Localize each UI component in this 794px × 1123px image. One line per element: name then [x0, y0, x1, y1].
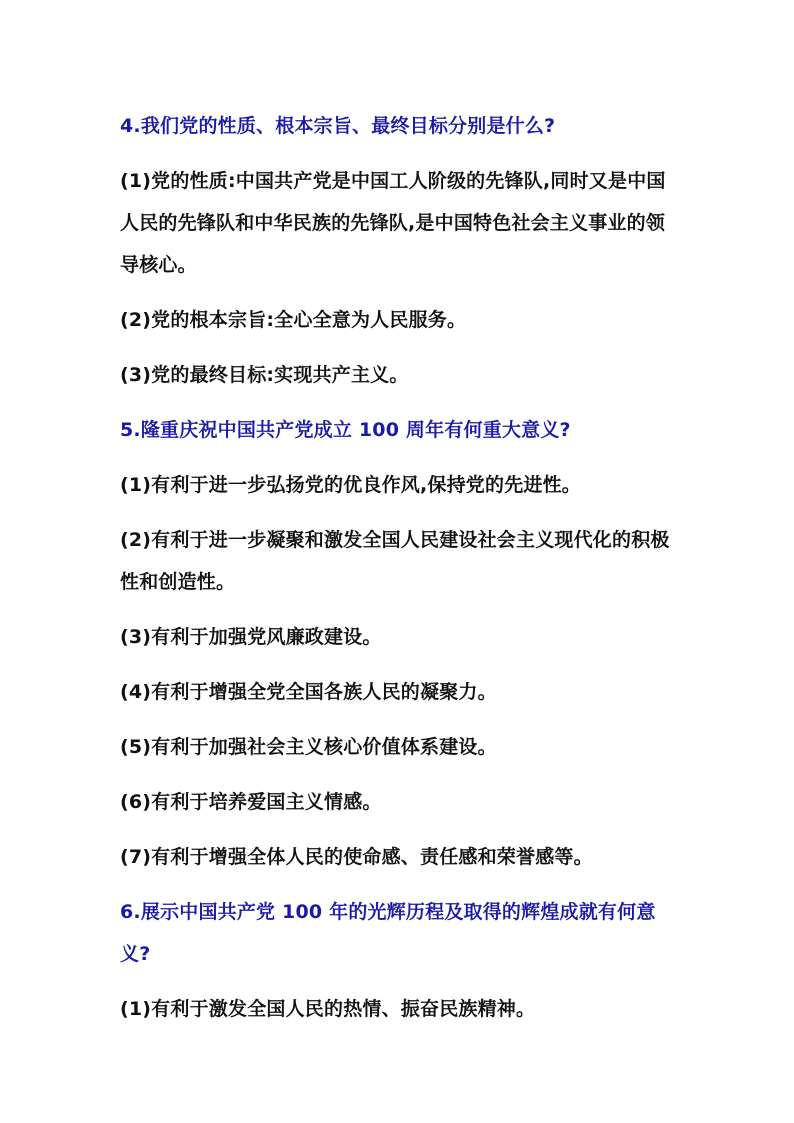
- question-5: 5.隆重庆祝中国共产党成立 100 周年有何重大意义?: [120, 419, 571, 441]
- answer-5-7: (7)有利于增强全体人民的使命感、责任感和荣誉感等。: [120, 846, 593, 868]
- document-content: [120, 105, 680, 1043]
- answer-5-2: (2)有利于进一步凝聚和激发全国人民建设社会主义现代化的积极性和创造性。: [120, 529, 670, 593]
- answer-4-3: (3)党的最终目标:实现共产主义。: [120, 364, 409, 386]
- answer-5-1: (1)有利于进一步弘扬党的优良作风,保持党的先进性。: [120, 474, 582, 496]
- answer-4-2: (2)党的根本宗旨:全心全意为人民服务。: [120, 309, 467, 331]
- answer-5-4: (4)有利于增强全党全国各族人民的凝聚力。: [120, 681, 497, 703]
- answer-5-6: (6)有利于培养爱国主义情感。: [120, 791, 382, 813]
- answer-4-1: (1)党的性质:中国共产党是中国工人阶级的先锋队,同时又是中国人民的先锋队和中华民族的先锋队,是中国特色社会主义事业的领导核心。: [120, 170, 666, 276]
- answer-5-5: (5)有利于加强社会主义核心价值体系建设。: [120, 736, 497, 758]
- question-4: 4.我们党的性质、根本宗旨、最终目标分别是什么?: [120, 115, 556, 137]
- question-6: 6.展示中国共产党 100 年的光辉历程及取得的辉煌成就有何意义?: [120, 901, 656, 965]
- answer-5-3: (3)有利于加强党风廉政建设。: [120, 626, 382, 648]
- answer-6-1: (1)有利于激发全国人民的热情、振奋民族精神。: [120, 998, 536, 1020]
